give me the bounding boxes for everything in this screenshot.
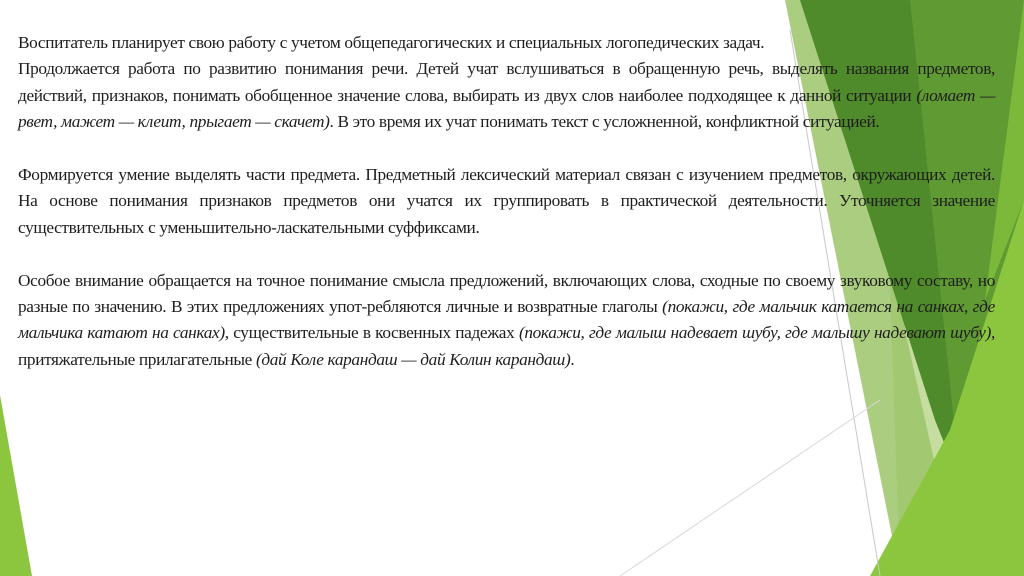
thin-line-2 xyxy=(620,400,880,576)
text: Продолжается работа по развитию понимания речи. Детей учат вслушиваться в обращенную речь, выделять названия предметов, действий, признаков, понимать обобщенное значение слова, выбирать из двух слов наиболее подходящее к данной ситуации xyxy=(18,59,995,105)
left-lime-triangle xyxy=(0,395,32,576)
italic-example: (покажи, где малыш надевает шубу, где малышу надевают шубу), xyxy=(518,323,996,343)
text: . В это время их учат понимать текст с усложненной, конфликтной ситуацией. xyxy=(329,112,880,132)
paragraph-object-parts: Формируется умение выделять части предмета. Предметный лексический материал связан с изучением предметов, окружающих детей. На основе понимания признаков предметов они учатся их группировать в практической деятельности. Уточняется значение существительных с уменьшительно-ласкательными суффиксами. xyxy=(18,165,995,237)
italic-example: (дай Коле карандаш — дай Колин карандаш) xyxy=(255,349,571,369)
text: . xyxy=(570,349,575,369)
text: Особое внимание обращается на точное понимание смысла предложений, включающих слова, сходные по своему звуковому составу, но разные по значению. В этих предложениях упот-ребляются личные и возвратные глаголы xyxy=(18,270,995,317)
text: , существительные в косвенных падежах xyxy=(224,323,519,343)
italic-example: (ломает — рвет, мажет — клеит, прыгает — скачет) xyxy=(18,85,995,132)
slide-body xyxy=(18,30,995,400)
paragraph-speech-understanding xyxy=(18,56,995,135)
intro-line: Воспитатель планирует свою работу с учетом общепедагогических и специальных логопедических задач. xyxy=(18,33,765,52)
text: притяжательные прилагательные xyxy=(18,349,256,369)
paragraph-sentence-meaning xyxy=(18,268,995,374)
italic-example: (покажи, где мальчик катается на санках, где мальчика катают на санках) xyxy=(18,297,995,343)
